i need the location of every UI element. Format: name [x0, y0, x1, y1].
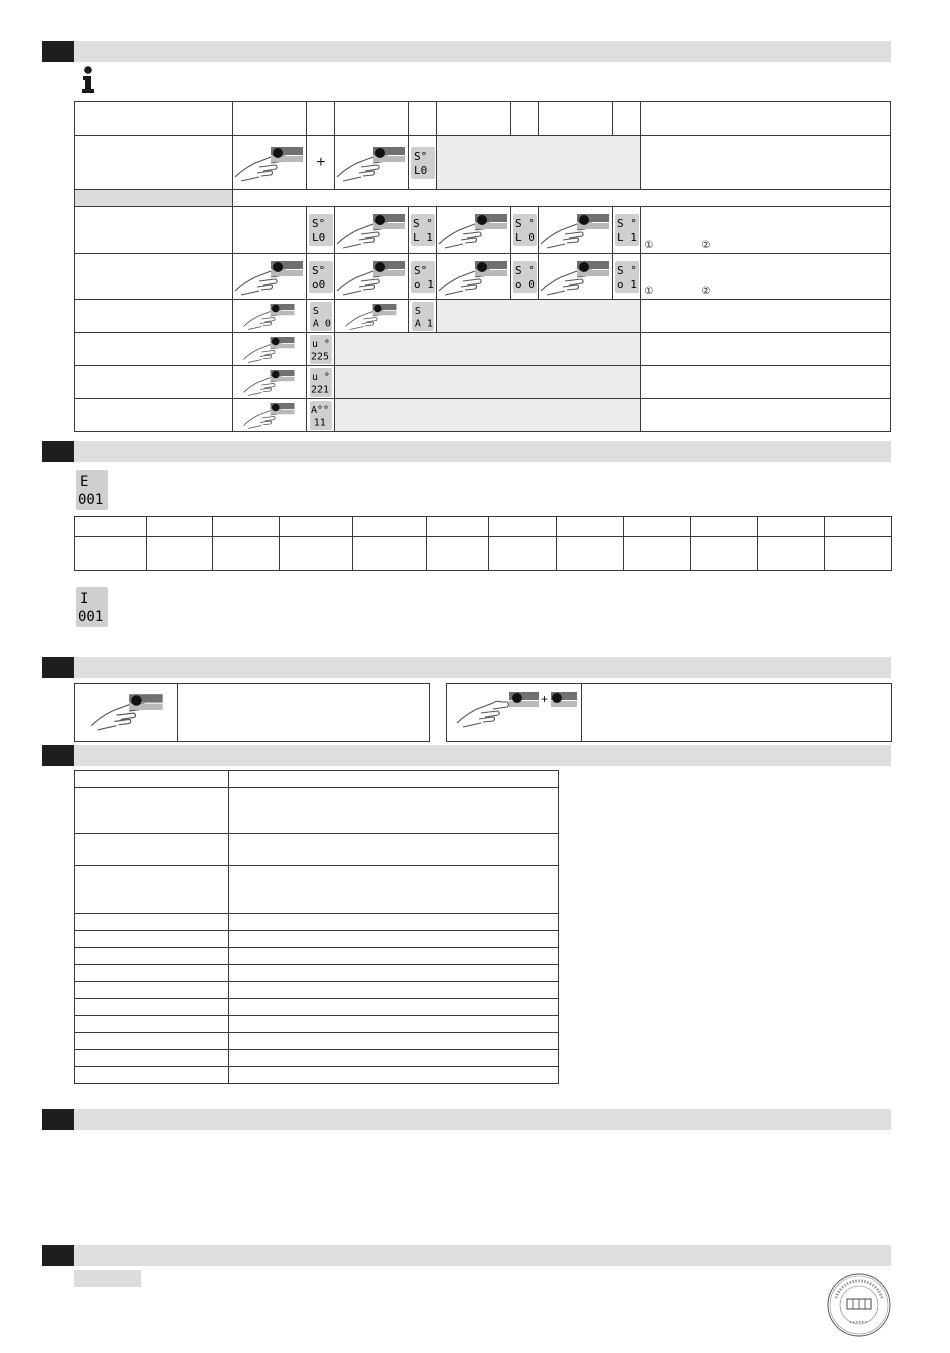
table-row	[75, 254, 891, 300]
svg-text:001: 001	[78, 492, 104, 508]
section-number-block	[42, 441, 74, 462]
display-readout	[309, 302, 333, 331]
finger-button-icon	[335, 210, 407, 250]
section-number-block	[42, 1245, 74, 1266]
svg-text:L 0: L 0	[514, 231, 535, 244]
svg-text:L0: L0	[311, 231, 326, 244]
finger-button-icon	[233, 301, 305, 331]
button-box-single	[74, 683, 430, 742]
svg-text:S: S	[414, 305, 421, 317]
display-readout	[615, 214, 639, 246]
finger-button-icon	[437, 210, 509, 250]
marker-2: ②	[701, 286, 711, 297]
table-row	[75, 914, 559, 931]
section-number-block	[42, 1109, 74, 1130]
table-row	[75, 1050, 559, 1067]
svg-text:11: 11	[313, 416, 326, 428]
finger-button-icon	[335, 257, 407, 297]
finger-button-icon	[89, 690, 165, 732]
finger-button-icon	[539, 210, 611, 250]
table-row	[75, 771, 559, 788]
table-row	[75, 1067, 559, 1084]
table-row	[75, 1033, 559, 1050]
grey-label-block	[74, 1270, 141, 1287]
display-readout	[309, 368, 333, 397]
svg-text:S: S	[312, 305, 319, 317]
svg-text:E: E	[80, 474, 89, 490]
finger-button-icon	[233, 143, 305, 183]
table-row	[75, 1016, 559, 1033]
error-code-display	[76, 470, 108, 510]
display-readout	[411, 261, 435, 293]
display-readout	[615, 261, 639, 293]
section-header-bar	[42, 1109, 891, 1130]
svg-text:S °: S °	[412, 217, 433, 230]
svg-text:S °: S °	[514, 217, 535, 230]
svg-text:L0: L0	[413, 163, 428, 177]
svg-text:S °: S °	[616, 217, 637, 230]
display-readout	[513, 214, 537, 246]
table-row	[75, 965, 559, 982]
display-readout	[513, 261, 537, 293]
marker-1: ①	[644, 240, 654, 251]
table-row	[75, 517, 892, 537]
plus-sign: +	[307, 136, 335, 190]
display-readout	[411, 147, 435, 179]
finger-button-icon	[233, 334, 305, 364]
display-readout	[309, 335, 333, 364]
svg-text:S°: S°	[311, 217, 326, 230]
section-header-bar	[42, 41, 891, 62]
table-row	[75, 537, 892, 571]
svg-text:221: 221	[310, 383, 329, 395]
table-row	[75, 366, 891, 399]
table-row	[75, 931, 559, 948]
table-row	[75, 333, 891, 366]
svg-text:001: 001	[78, 609, 104, 625]
display-readout	[309, 401, 333, 430]
svg-text:S °: S °	[616, 263, 637, 277]
display-readout	[411, 302, 435, 331]
svg-text:o 1: o 1	[616, 277, 637, 291]
section-header-bar	[42, 657, 891, 678]
settings-table	[74, 101, 891, 432]
display-readout	[309, 261, 333, 293]
finger-button-icon	[233, 400, 305, 430]
button-box-combo	[446, 683, 892, 742]
table-row	[75, 399, 891, 432]
finger-button-icon	[233, 367, 305, 397]
finger-two-buttons-icon	[455, 688, 577, 730]
svg-text:o 1: o 1	[413, 277, 434, 291]
svg-text:A 1: A 1	[414, 317, 433, 329]
svg-text:o0: o0	[311, 277, 326, 291]
svg-text:225: 225	[310, 350, 329, 362]
section-number-block	[42, 657, 74, 678]
finger-button-icon	[539, 257, 611, 297]
svg-text:S °: S °	[514, 263, 535, 277]
section-header-bar	[42, 1245, 891, 1266]
marker-2: ②	[701, 240, 711, 251]
table-row	[75, 982, 559, 999]
display-readout	[411, 214, 435, 246]
svg-text:L 1: L 1	[616, 231, 637, 244]
table-row	[75, 834, 559, 866]
table-row	[75, 136, 891, 190]
table-row	[75, 866, 559, 914]
svg-text:S°: S°	[311, 263, 326, 277]
finger-button-icon	[335, 301, 407, 331]
svg-text:+: +	[541, 692, 549, 706]
table-row	[75, 999, 559, 1016]
svg-text:u °: u °	[311, 338, 330, 350]
section-header-bar	[42, 441, 891, 462]
svg-text:S°: S°	[413, 149, 428, 163]
section-number-block	[42, 745, 74, 766]
svg-text:I: I	[80, 591, 89, 607]
finger-button-icon	[335, 143, 407, 183]
section-number-block	[42, 41, 74, 62]
info-icon	[80, 66, 96, 93]
table-row	[75, 948, 559, 965]
svg-text:o 0: o 0	[514, 277, 535, 291]
table-row	[75, 300, 891, 333]
sqs-seal-icon	[826, 1272, 892, 1338]
technical-data-table	[74, 770, 559, 1084]
svg-text:S°: S°	[413, 263, 428, 277]
section-header-bar	[42, 745, 891, 766]
svg-text:A°°: A°°	[310, 404, 329, 416]
svg-text:u °: u °	[311, 371, 330, 383]
settings-table-header	[75, 102, 891, 136]
finger-button-icon	[437, 257, 509, 297]
marker-1: ①	[644, 286, 654, 297]
svg-text:A 0: A 0	[312, 317, 331, 329]
finger-button-icon	[233, 257, 305, 297]
error-code-table	[74, 516, 892, 571]
table-row	[75, 190, 891, 207]
info-code-display	[76, 587, 108, 627]
table-row	[75, 788, 559, 834]
table-row	[75, 207, 891, 254]
svg-text:L 1: L 1	[412, 231, 433, 244]
display-readout	[309, 214, 333, 246]
